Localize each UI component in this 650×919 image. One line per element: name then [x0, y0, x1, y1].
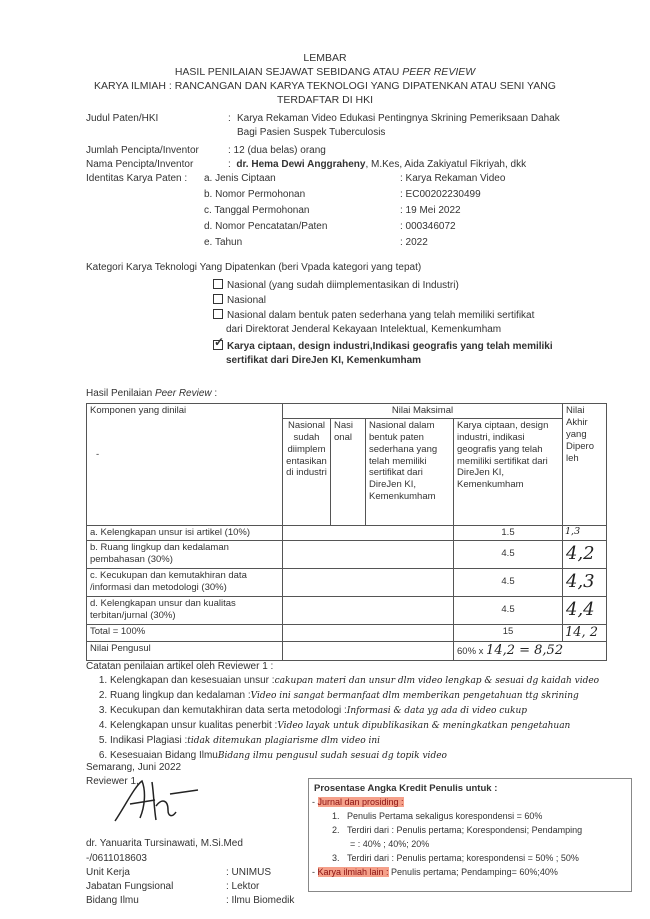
- identitas-item-e-label: e. Tahun: [204, 237, 243, 248]
- row-label: d. Kelengkapan unsur dan kualitas terbitan/jurnal (30%): [87, 596, 283, 624]
- col-nasional: Nasi onal: [331, 418, 366, 525]
- hasil-title-suffix: :: [211, 388, 218, 399]
- kategori-option-4-label: Karya ciptaan, design industri,Indikasi geografis yang telah memiliki: [227, 341, 553, 352]
- jurnal-highlight: Jurnal dan prosiding :: [317, 797, 404, 807]
- list-item: 3. Kecukupan dan kemutakhiran data serta metodologi :Informasi & data yg ada di video cukup: [110, 705, 636, 720]
- row-max: 4.5: [454, 568, 563, 596]
- table-row: [87, 540, 607, 568]
- identitas-item-c-value: : 19 Mei 2022: [400, 205, 461, 216]
- list-item: 6. Kesesuaian Bidang IlmuBidang ilmu pengusul sudah sesuai dg topik video: [110, 750, 636, 765]
- nilai-maks-header: Nilai Maksimal: [283, 404, 563, 419]
- table-row: [87, 596, 607, 624]
- identitas-item-e-value: : 2022: [400, 237, 428, 248]
- judul-value: Karya Rekaman Video Edukasi Pentingnya Skrining Pemeriksaan Dahak: [237, 113, 560, 124]
- row-score: 4,2: [563, 540, 607, 568]
- dash-mark: -: [96, 448, 100, 460]
- identitas-item-b-label: b. Nomor Permohonan: [204, 189, 306, 200]
- kategori-option-3-line2: dari Direktorat Jenderal Kekayaan Intelektual, Kemenkumham: [226, 324, 502, 335]
- row-label: b. Ruang lingkup dan kedalaman pembahasan (30%): [87, 540, 283, 568]
- kredit-item-2-line2: = : 40% ; 40%; 20%: [350, 839, 430, 849]
- col-paten-sederhana: Nasional dalam bentuk paten sederhana yang telah memiliki sertifikat dari DireJen KI, Kemenkumham: [366, 418, 454, 525]
- pengusul-prefix: 60% x: [457, 646, 484, 657]
- bidang-label: Bidang Ilmu: [86, 895, 139, 906]
- catatan-list: [96, 675, 636, 765]
- jabatan-label: Jabatan Fungsional: [86, 881, 174, 892]
- nama-label: Nama Pencipta/Inventor: [86, 159, 194, 170]
- kategori-option-4[interactable]: [213, 335, 553, 352]
- empty-cell: [283, 624, 454, 641]
- kategori-option-1-label: Nasional (yang sudah diimplementasikan di Industri): [227, 280, 459, 291]
- nama-rest: , M.Kes, Aida Zakiyatul Fikriyah, dkk: [365, 159, 527, 170]
- row-label: a. Kelengkapan unsur isi artikel (10%): [87, 525, 283, 540]
- identitas-item-a-value: : Karya Rekaman Video: [400, 173, 506, 184]
- header-title-italic: PEER REVIEW: [402, 66, 476, 78]
- kategori-option-4-line2: sertifikat dari DireJen KI, Kemenkumham: [226, 355, 422, 366]
- bidang-value: : Ilmu Biomedik: [226, 895, 295, 906]
- row-max: 1.5: [454, 525, 563, 540]
- row-score: 1,3: [563, 525, 607, 540]
- kategori-option-2-label: Nasional: [227, 295, 266, 306]
- nama-bold: dr. Hema Dewi Anggraheny: [236, 159, 366, 170]
- hasil-title: [86, 388, 217, 399]
- kredit-jurnal: - Jurnal dan prosiding :: [312, 797, 404, 807]
- checkbox-icon[interactable]: [213, 279, 223, 289]
- jumlah-value: : 12 (dua belas) orang: [228, 145, 326, 156]
- lain-highlight: Karya ilmiah lain :: [317, 867, 389, 877]
- total-max: 15: [454, 624, 563, 641]
- signature-icon: [110, 776, 200, 826]
- jumlah-label: Jumlah Pencipta/Inventor: [86, 145, 199, 156]
- header-lembar: LEMBAR: [303, 52, 347, 64]
- nama-colon: :: [228, 159, 231, 170]
- pengusul-label: Nilai Pengusul: [87, 642, 283, 661]
- kredit-item-2: 2. Terdiri dari : Penulis pertama; Korespondensi; Pendamping: [332, 825, 583, 835]
- row-max: 4.5: [454, 540, 563, 568]
- pengusul-hand: 14,2 = 8,52: [486, 643, 564, 658]
- kredit-item-1: 1. Penulis Pertama sekaligus korespondensi = 60%: [332, 811, 543, 821]
- kredit-item-3: 3. Terdiri dari : Penulis pertama; korespondensi = 50% ; 50%: [332, 853, 579, 863]
- kredit-title: Prosentase Angka Kredit Penulis untuk :: [314, 783, 498, 794]
- komponen-header: Komponen yang dinilai -: [87, 404, 283, 526]
- pengusul-value: [454, 642, 607, 661]
- nama-value: [228, 159, 526, 170]
- checkbox-icon[interactable]: [213, 294, 223, 304]
- empty-cell: [283, 525, 454, 540]
- table-row: [87, 525, 607, 540]
- identitas-item-d-value: : 000346072: [400, 221, 456, 232]
- row-label: c. Kecukupan dan kemutakhiran data /informasi dan metodologi (30%): [87, 568, 283, 596]
- kategori-option-3-label: Nasional dalam bentuk paten sederhana yang telah memiliki sertifikat: [227, 310, 535, 321]
- empty-cell: [283, 540, 454, 568]
- table-row-pengusul: [87, 642, 607, 661]
- empty-cell: [283, 642, 454, 661]
- header-subtitle-2: TERDAFTAR DI HKI: [276, 94, 374, 106]
- list-item: 4. Kelengkapan unsur kualitas penerbit :Video layak untuk dipublikasikan & meningkatkan pengetahuan: [110, 720, 636, 735]
- hasil-title-prefix: Hasil Penilaian: [86, 388, 155, 399]
- kategori-option-3[interactable]: [213, 309, 534, 321]
- identitas-item-d-label: d. Nomor Pencatatan/Paten: [204, 221, 328, 232]
- review-table: [86, 403, 607, 661]
- row-score: 4,4: [563, 596, 607, 624]
- hasil-title-italic: Peer Review: [154, 388, 212, 399]
- empty-cell: [283, 596, 454, 624]
- identitas-item-a-label: a. Jenis Ciptaan: [204, 173, 276, 184]
- header-title-prefix: HASIL PENILAIAN SEJAWAT SEBIDANG ATAU: [174, 66, 403, 78]
- catatan-title: Catatan penilaian artikel oleh Reviewer 1 :: [86, 661, 274, 672]
- reviewer-name: dr. Yanuarita Tursinawati, M.Si.Med: [86, 838, 243, 849]
- identitas-item-b-value: : EC00202230499: [400, 189, 481, 200]
- identitas-item-c-label: c. Tanggal Permohonan: [204, 205, 310, 216]
- table-row: [87, 568, 607, 596]
- kredit-lain: - Karya ilmiah lain : Penulis pertama; Pendamping= 60%;40%: [312, 867, 558, 877]
- judul-value-2: Bagi Pasien Suspek Tuberculosis: [237, 127, 386, 138]
- row-max: 4.5: [454, 596, 563, 624]
- list-item: 2. Ruang lingkup dan kedalaman :Video ini sangat bermanfaat dlm memberikan pengetahuan ttg skrining: [110, 690, 636, 705]
- unit-label: Unit Kerja: [86, 867, 130, 878]
- row-score: 4,3: [563, 568, 607, 596]
- jabatan-value: : Lektor: [226, 881, 260, 892]
- list-item: 5. Indikasi Plagiasi :tidak ditemukan plagiarisme dlm video ini: [110, 735, 636, 750]
- checkbox-checked-icon[interactable]: [213, 335, 225, 350]
- col-nasional-industri: Nasional sudah diimplem entasikan di industri: [283, 418, 331, 525]
- kategori-option-1[interactable]: [213, 279, 459, 291]
- total-label: Total = 100%: [87, 624, 283, 641]
- reviewer-label: Reviewer 1,: [86, 776, 139, 787]
- table-row-total: [87, 624, 607, 641]
- nilai-akhir-header: Nilai Akhir yang Dipero leh: [563, 404, 607, 526]
- judul-colon: :: [228, 113, 231, 124]
- judul-label: Judul Paten/HKI: [86, 113, 159, 124]
- check-mark-icon: ✓: [214, 335, 225, 349]
- checkbox-icon[interactable]: [213, 309, 223, 319]
- reviewer-nip: -/0611018603: [86, 853, 147, 864]
- list-item: 1. Kelengkapan dan kesesuaian unsur :cakupan materi dan unsur dlm video lengkap & sesuai dg kaidah video: [110, 675, 636, 690]
- place-date: Semarang, Juni 2022: [86, 762, 182, 773]
- header-subtitle: KARYA ILMIAH : RANCANGAN DAN KARYA TEKNOLOGI YANG DIPATENKAN ATAU SENI YANG: [94, 80, 556, 92]
- total-score: 14, 2: [563, 624, 607, 641]
- identitas-label: Identitas Karya Paten :: [86, 173, 188, 184]
- col-karya-ciptaan: Karya ciptaan, design industri, indikasi geografis yang telah memiliki sertifikat dari DireJen KI, Kemenkumham: [454, 418, 563, 525]
- kategori-option-2[interactable]: [213, 294, 266, 306]
- header-title: [0, 66, 650, 78]
- unit-value: : UNIMUS: [226, 867, 271, 878]
- kategori-title: Kategori Karya Teknologi Yang Dipatenkan (beri Vpada kategori yang tepat): [86, 262, 422, 273]
- empty-cell: [283, 568, 454, 596]
